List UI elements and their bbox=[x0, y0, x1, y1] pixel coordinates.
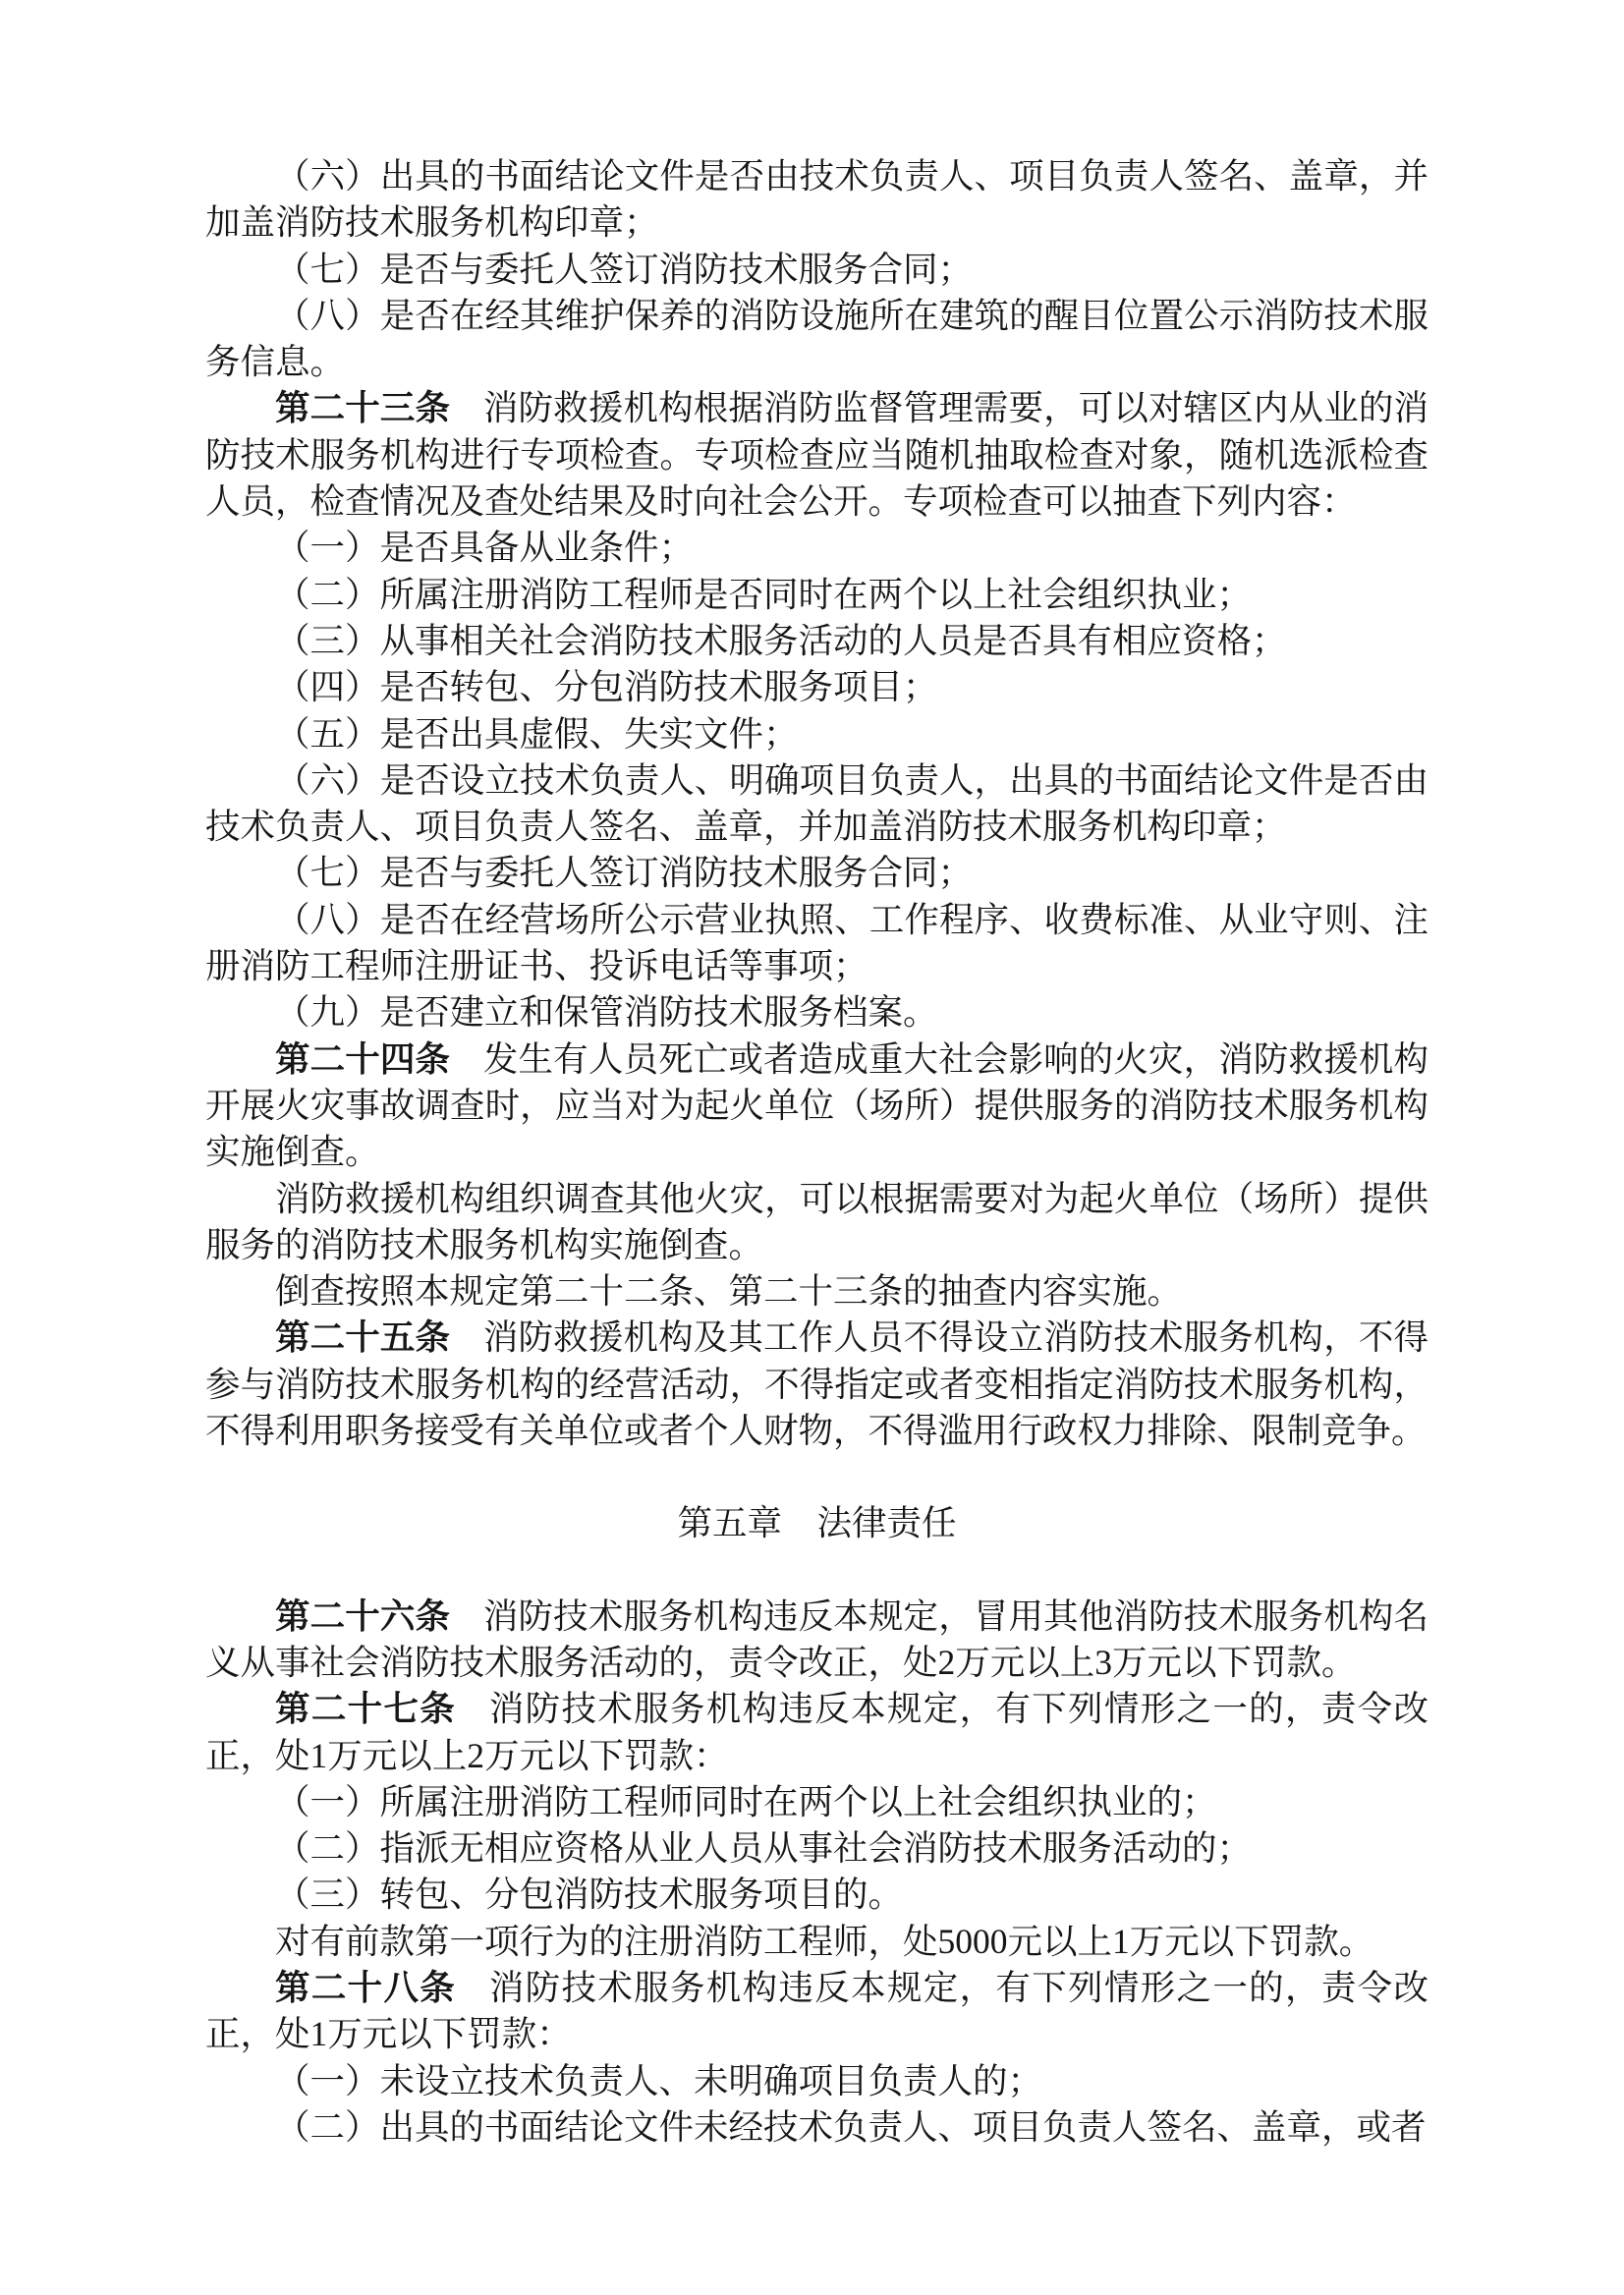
paragraph bbox=[205, 572, 1428, 618]
paragraph-text: （二）所属注册消防工程师是否同时在两个以上社会组织执业； bbox=[275, 574, 1253, 614]
paragraph-text: （四）是否转包、分包消防技术服务项目； bbox=[275, 667, 938, 707]
paragraph-text: （一）所属注册消防工程师同时在两个以上社会组织执业的； bbox=[275, 1781, 1217, 1821]
paragraph bbox=[205, 293, 1428, 386]
paragraph-text: （八）是否在经其维护保养的消防设施所在建筑的醒目位置公示消防技术服务信息。 bbox=[205, 295, 1428, 382]
paragraph-text: 消防技术服务机构违反本规定，冒用其他消防技术服务机构名义从事社会消防技术服务活动的，责令改正，处2万元以上3万元以下罚款。 bbox=[205, 1595, 1428, 1682]
paragraph bbox=[205, 664, 1428, 710]
paragraph-text: （九）是否建立和保管消防技术服务档案。 bbox=[275, 992, 938, 1033]
document-body bbox=[205, 153, 1428, 2151]
paragraph bbox=[205, 850, 1428, 896]
paragraph bbox=[205, 1268, 1428, 1315]
paragraph bbox=[205, 1779, 1428, 1825]
paragraph-text: （六）出具的书面结论文件是否由技术负责人、项目负责人签名、盖章，并加盖消防技术服务机构印章； bbox=[205, 156, 1428, 243]
paragraph-text: 消防救援机构及其工作人员不得设立消防技术服务机构，不得参与消防技术服务机构的经营活动，不得指定或者变相指定消防技术服务机构，不得利用职务接受有关单位或者个人财物，不得滥用行政权力排除、限制竞争。 bbox=[205, 1317, 1428, 1451]
article-number: 第二十六条 bbox=[275, 1595, 451, 1636]
paragraph bbox=[205, 1919, 1428, 1965]
article-paragraph bbox=[205, 1965, 1428, 2058]
paragraph bbox=[205, 2104, 1428, 2151]
paragraph bbox=[205, 1825, 1428, 1872]
article-number: 第二十五条 bbox=[275, 1317, 451, 1358]
article-paragraph bbox=[205, 385, 1428, 525]
article-number: 第二十四条 bbox=[275, 1038, 451, 1079]
chapter-heading: 第五章 法律责任 bbox=[677, 1503, 957, 1543]
article-number: 第二十八条 bbox=[275, 1967, 457, 2007]
paragraph-text: （一）未设立技术负责人、未明确项目负责人的； bbox=[275, 2060, 1043, 2100]
article-paragraph bbox=[205, 1036, 1428, 1176]
paragraph-text: （二）指派无相应资格从业人员从事社会消防技术服务活动的； bbox=[275, 1828, 1253, 1869]
paragraph-text: 发生有人员死亡或者造成重大社会影响的火灾，消防救援机构开展火灾事故调查时，应当对为起火单位（场所）提供服务的消防技术服务机构实施倒查。 bbox=[205, 1038, 1428, 1172]
article-paragraph bbox=[205, 1315, 1428, 1454]
paragraph-text: 消防救援机构根据消防监督管理需要，可以对辖区内从业的消防技术服务机构进行专项检查。专项检查应当随机抽取检查对象，随机选派检查人员，检查情况及查处结果及时向社会公开。专项检查可以抽查下列内容： bbox=[205, 388, 1428, 522]
paragraph bbox=[205, 618, 1428, 664]
paragraph-text: （五）是否出具虚假、失实文件； bbox=[275, 713, 799, 754]
article-number: 第二十七条 bbox=[275, 1689, 457, 1729]
paragraph-text: （八）是否在经营场所公示营业执照、工作程序、收费标准、从业守则、注册消防工程师注册证书、投诉电话等事项； bbox=[205, 899, 1428, 986]
paragraph bbox=[205, 1872, 1428, 1918]
paragraph bbox=[205, 989, 1428, 1036]
paragraph-text: （三）转包、分包消防技术服务项目的。 bbox=[275, 1875, 904, 1915]
paragraph-text: 倒查按照本规定第二十二条、第二十三条的抽查内容实施。 bbox=[275, 1271, 1183, 1312]
paragraph-text: （二）出具的书面结论文件未经技术负责人、项目负责人签名、盖章，或者 bbox=[275, 2106, 1427, 2147]
paragraph-text: （三）从事相关社会消防技术服务活动的人员是否具有相应资格； bbox=[275, 620, 1287, 660]
paragraph bbox=[205, 897, 1428, 990]
paragraph-text: 对有前款第一项行为的注册消防工程师，处5000元以上1万元以下罚款。 bbox=[275, 1921, 1374, 1961]
paragraph-text: （七）是否与委托人签订消防技术服务合同； bbox=[275, 249, 974, 289]
paragraph-text: 消防技术服务机构违反本规定，有下列情形之一的，责令改正，处1万元以下罚款： bbox=[205, 1967, 1428, 2054]
paragraph-text: （六）是否设立技术负责人、明确项目负责人，出具的书面结论文件是否由技术负责人、项目负责人签名、盖章，并加盖消防技术服务机构印章； bbox=[205, 759, 1428, 847]
paragraph-text: （一）是否具备从业条件； bbox=[275, 528, 695, 568]
paragraph bbox=[205, 153, 1428, 247]
article-paragraph bbox=[205, 1686, 1428, 1779]
paragraph-text: 消防救援机构组织调查其他火灾，可以根据需要对为起火单位（场所）提供服务的消防技术服务机构实施倒查。 bbox=[205, 1178, 1428, 1264]
article-number: 第二十三条 bbox=[275, 388, 451, 428]
paragraph bbox=[205, 757, 1428, 851]
paragraph bbox=[205, 711, 1428, 757]
article-paragraph bbox=[205, 1594, 1428, 1687]
paragraph-text: 消防技术服务机构违反本规定，有下列情形之一的，责令改正，处1万元以上2万元以下罚款： bbox=[205, 1689, 1428, 1775]
paragraph bbox=[205, 247, 1428, 293]
paragraph bbox=[205, 1176, 1428, 1269]
paragraph-text: （七）是否与委托人签订消防技术服务合同； bbox=[275, 853, 974, 893]
paragraph bbox=[205, 2058, 1428, 2104]
paragraph bbox=[205, 525, 1428, 571]
